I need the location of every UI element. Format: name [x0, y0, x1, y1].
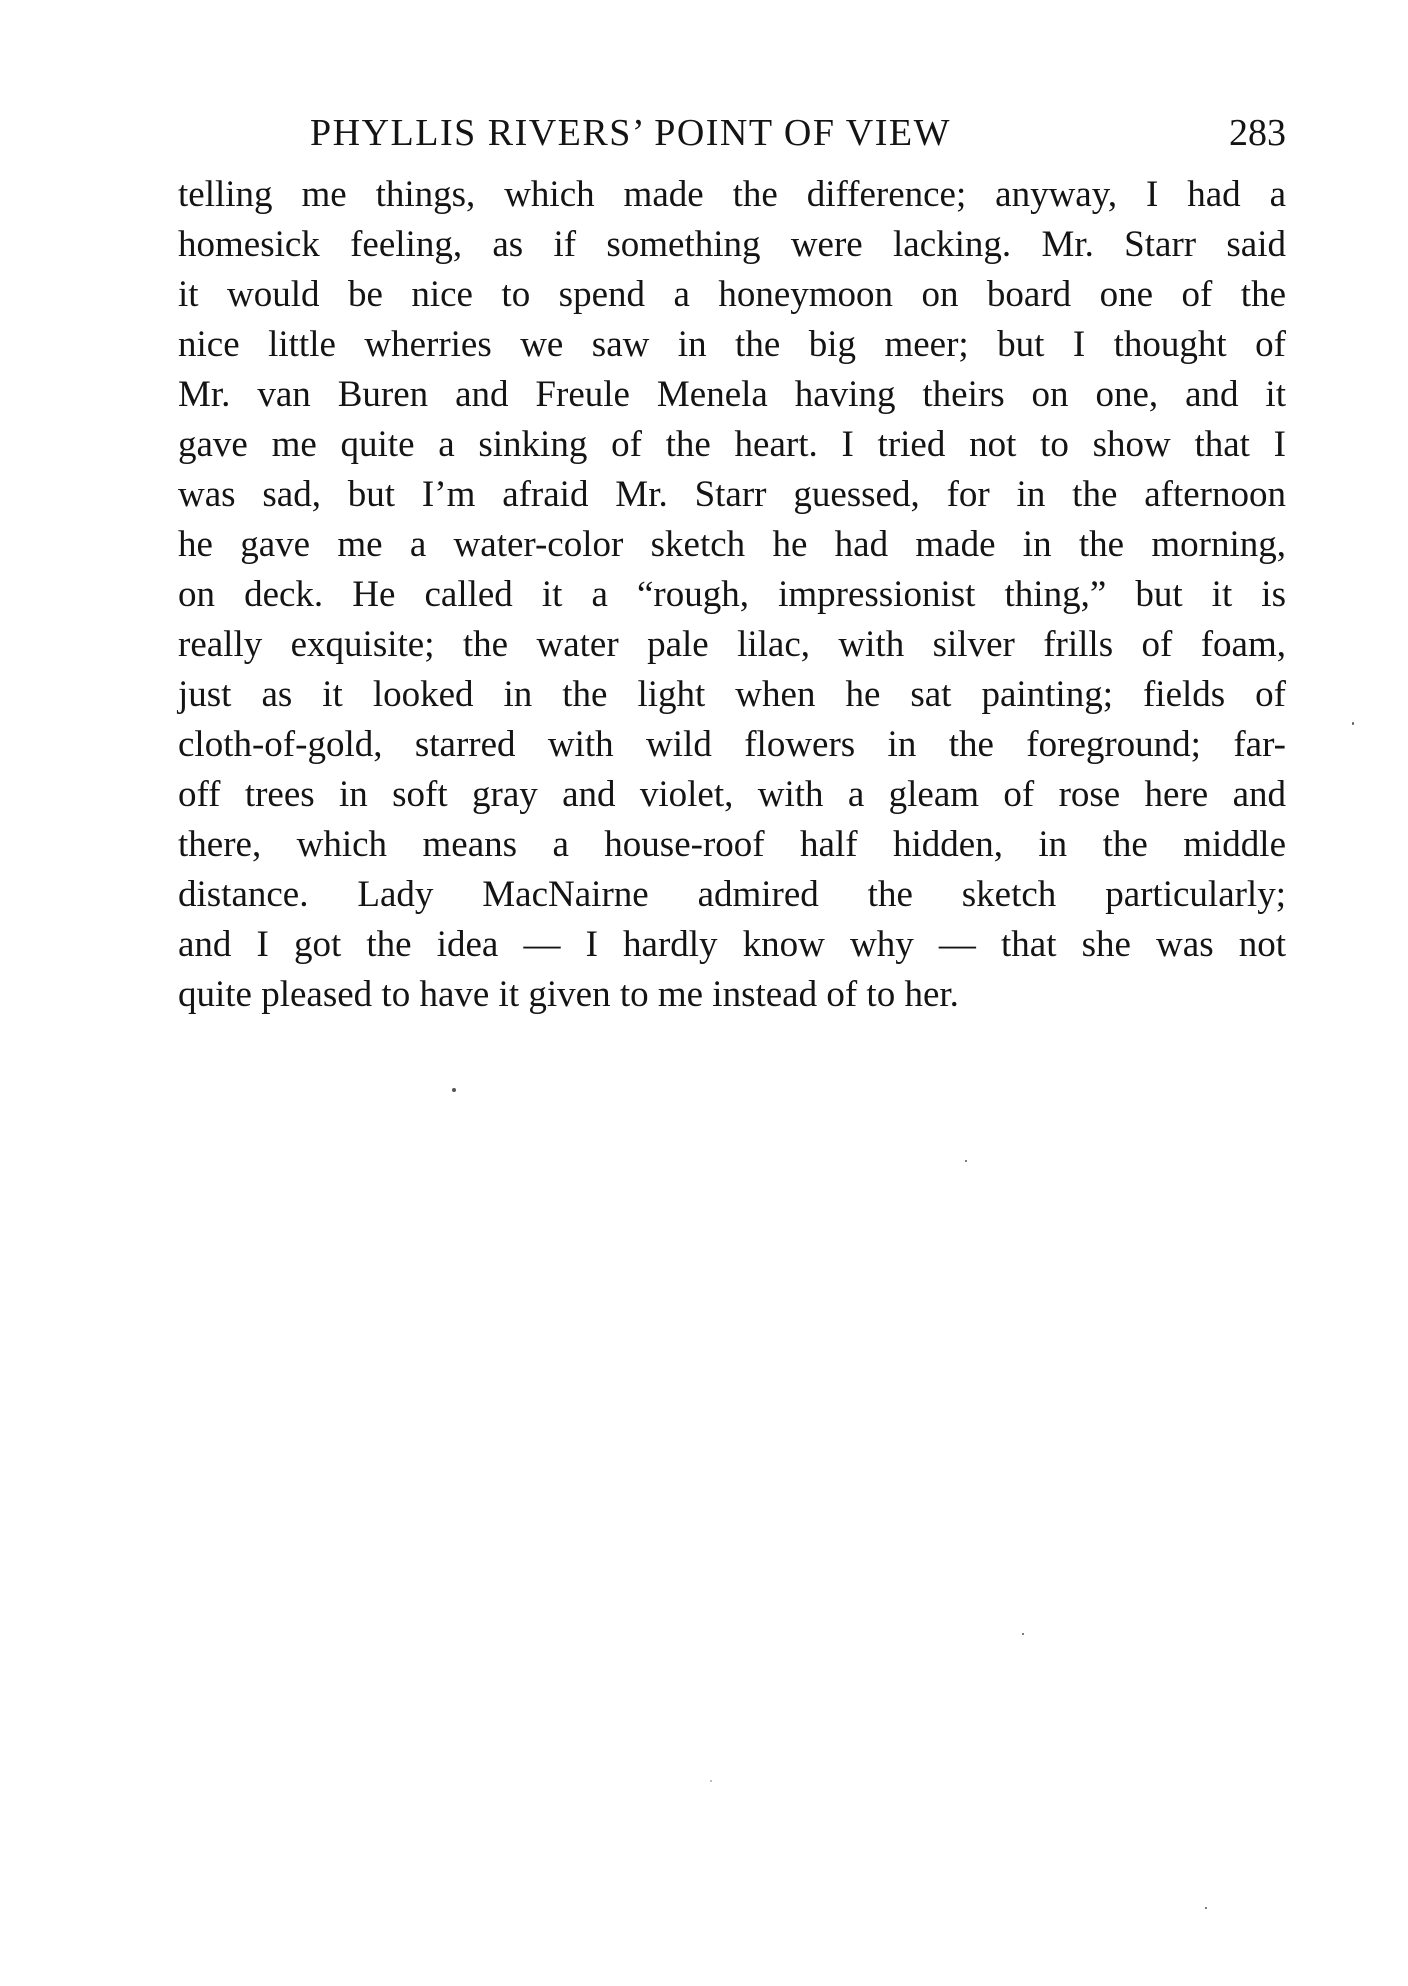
scan-speck: [1352, 722, 1354, 725]
text-line: and I got the idea — I hardly know why — that she was not: [178, 924, 1286, 965]
text-line: distance. Lady MacNairne admired the sketch particularly;: [178, 874, 1286, 915]
text-line: telling me things, which made the difference; anyway, I had a: [178, 174, 1286, 215]
text-line: was sad, but I’m afraid Mr. Starr guessed, for in the afternoon: [178, 474, 1286, 515]
text-line: off trees in soft gray and violet, with a gleam of rose here and: [178, 774, 1286, 815]
text-line: Mr. van Buren and Freule Menela having theirs on one, and it: [178, 374, 1286, 415]
text-line: it would be nice to spend a honeymoon on board one of the: [178, 274, 1286, 315]
text-line: he gave me a water-color sketch he had made in the morning,: [178, 524, 1286, 565]
text-line: gave me quite a sinking of the heart. I tried not to show that I: [178, 424, 1286, 465]
text-line: really exquisite; the water pale lilac, with silver frills of foam,: [178, 624, 1286, 665]
text-line: nice little wherries we saw in the big meer; but I thought of: [178, 324, 1286, 365]
scan-speck: [965, 1160, 967, 1162]
text-line: just as it looked in the light when he sat painting; fields of: [178, 674, 1286, 715]
text-line: quite pleased to have it given to me instead of to her.: [178, 974, 959, 1015]
text-line: on deck. He called it a “rough, impressionist thing,” but it is: [178, 574, 1286, 615]
scan-speck: [452, 1088, 456, 1092]
page-number: 283: [1229, 112, 1286, 154]
scan-speck: [1022, 1633, 1024, 1635]
running-title: PHYLLIS RIVERS’ POINT OF VIEW: [310, 112, 951, 154]
body-text: [178, 170, 1286, 1020]
scan-speck: [710, 1780, 712, 1782]
text-line: there, which means a house-roof half hidden, in the middle: [178, 824, 1286, 865]
text-line: homesick feeling, as if something were lacking. Mr. Starr said: [178, 224, 1286, 265]
scan-speck: [1205, 1907, 1207, 1909]
text-line: cloth-of-gold, starred with wild flowers in the foreground; far-: [178, 724, 1286, 765]
running-head: [178, 108, 1286, 158]
